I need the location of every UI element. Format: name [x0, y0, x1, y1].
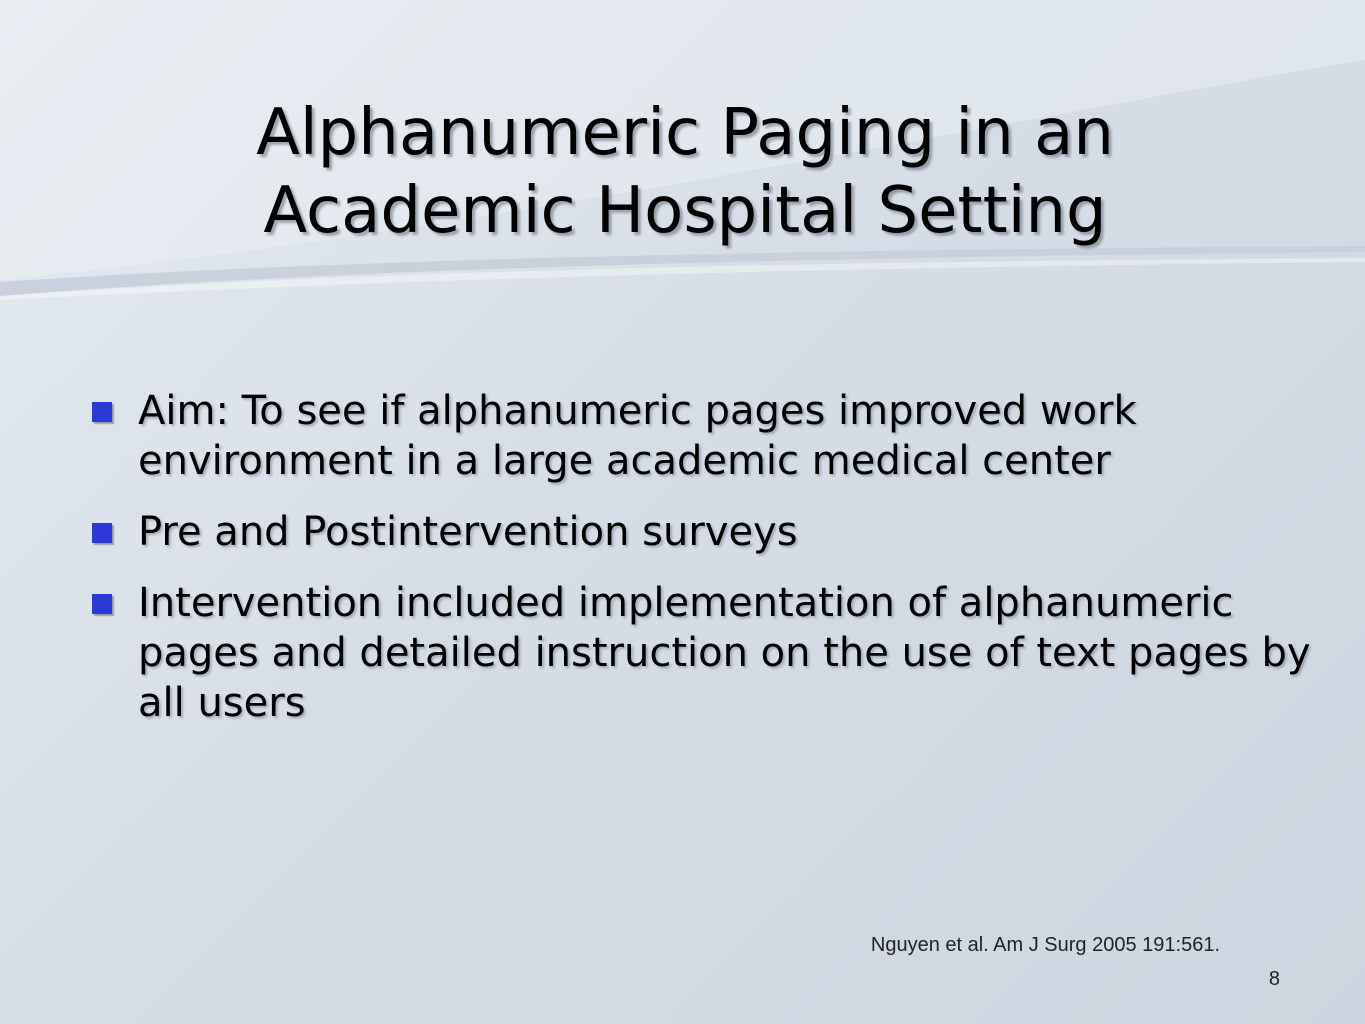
bullet-text: Aim: To see if alphanumeric pages improved work environment in a large academic medical center	[138, 388, 1137, 484]
square-bullet-icon	[92, 523, 112, 543]
bullet-item	[92, 578, 1332, 728]
bullet-text: Pre and Postintervention surveys	[138, 509, 798, 555]
square-bullet-icon	[92, 594, 112, 614]
title-line-2: Academic Hospital Setting	[263, 174, 1107, 248]
square-bullet-icon	[92, 402, 112, 422]
bullet-text: Intervention included implementation of alphanumeric pages and detailed instruction on the use of text pages by all users	[138, 580, 1311, 726]
citation: Nguyen et al. Am J Surg 2005 191:561.	[870, 934, 1220, 956]
title-line-1: Alphanumeric Paging in an	[256, 96, 1114, 170]
bullet-list	[92, 386, 1332, 749]
slide-title	[40, 94, 1330, 250]
bullet-item	[92, 386, 1332, 486]
bullet-item	[92, 507, 1332, 557]
page-number: 8	[1268, 968, 1280, 990]
